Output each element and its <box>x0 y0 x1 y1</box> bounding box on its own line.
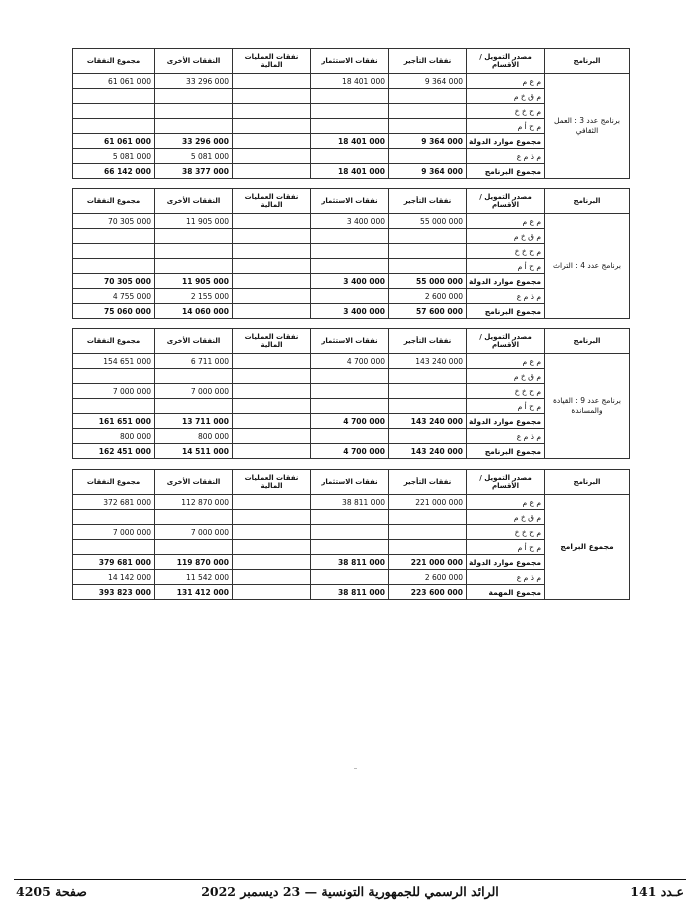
cell-other: 33 296 000 <box>155 74 233 89</box>
cell-other <box>155 540 233 555</box>
cell-investment: 4 700 000 <box>311 414 389 429</box>
cell-other: 14 060 000 <box>155 304 233 319</box>
cell-financial <box>233 399 311 414</box>
cell-source: م ح أ م <box>467 540 545 555</box>
cell-other <box>155 104 233 119</box>
column-header-total: مجموع النفقات <box>73 189 155 214</box>
cell-other <box>155 369 233 384</box>
table-row <box>73 214 630 229</box>
cell-total: 379 681 000 <box>73 555 155 570</box>
cell-total: 154 651 000 <box>73 354 155 369</box>
cell-salaries: 9 364 000 <box>389 134 467 149</box>
cell-investment <box>311 289 389 304</box>
table-header-row <box>73 189 630 214</box>
cell-investment <box>311 384 389 399</box>
table-row <box>73 74 630 89</box>
cell-salaries: 221 000 000 <box>389 495 467 510</box>
cell-source: م ق خ م <box>467 89 545 104</box>
cell-investment <box>311 244 389 259</box>
cell-investment: 38 811 000 <box>311 555 389 570</box>
program-name: برنامج عدد 9 : القيادة والمساندة <box>545 354 630 459</box>
cell-total <box>73 229 155 244</box>
column-header-source: مصدر التمويل / الأقسام <box>467 470 545 495</box>
cell-total <box>73 104 155 119</box>
column-header-program: البرنامج <box>545 470 630 495</box>
column-header-total: مجموع النفقات <box>73 329 155 354</box>
cell-total: 70 305 000 <box>73 274 155 289</box>
budget-table <box>72 48 630 179</box>
footer-page-number: صفحة 4205 <box>16 884 87 899</box>
column-header-source: مصدر التمويل / الأقسام <box>467 189 545 214</box>
program-name: برنامج عدد 4 : التراث <box>545 214 630 319</box>
cell-financial <box>233 510 311 525</box>
cell-salaries <box>389 229 467 244</box>
table-header-row <box>73 329 630 354</box>
cell-investment <box>311 259 389 274</box>
cell-total: 61 061 000 <box>73 134 155 149</box>
cell-investment <box>311 540 389 555</box>
cell-investment <box>311 429 389 444</box>
cell-total: 372 681 000 <box>73 495 155 510</box>
cell-financial <box>233 134 311 149</box>
cell-salaries: 57 600 000 <box>389 304 467 319</box>
cell-financial <box>233 89 311 104</box>
cell-other <box>155 244 233 259</box>
column-header-source: مصدر التمويل / الأقسام <box>467 329 545 354</box>
cell-financial <box>233 229 311 244</box>
footer-issue-number: عـدد 141 <box>630 884 684 899</box>
column-header-other: النفقات الأخرى <box>155 49 233 74</box>
cell-other: 38 377 000 <box>155 164 233 179</box>
cell-total <box>73 259 155 274</box>
cell-salaries <box>389 119 467 134</box>
cell-other: 131 412 000 <box>155 585 233 600</box>
cell-investment <box>311 510 389 525</box>
column-header-investment: نفقات الاستثمار <box>311 470 389 495</box>
cell-investment: 38 811 000 <box>311 495 389 510</box>
cell-total: 66 142 000 <box>73 164 155 179</box>
cell-investment <box>311 229 389 244</box>
cell-total: 75 060 000 <box>73 304 155 319</box>
program-name: برنامج عدد 3 : العمل الثقافي <box>545 74 630 179</box>
cell-financial <box>233 214 311 229</box>
cell-salaries <box>389 525 467 540</box>
table-row <box>73 495 630 510</box>
cell-financial <box>233 304 311 319</box>
cell-other: 112 870 000 <box>155 495 233 510</box>
cell-source: م ح أ م <box>467 119 545 134</box>
cell-financial <box>233 104 311 119</box>
column-header-salaries: نفقات التأجير <box>389 470 467 495</box>
cell-investment <box>311 369 389 384</box>
cell-source: م ع م <box>467 354 545 369</box>
cell-source: م ع م <box>467 495 545 510</box>
cell-source: م ح خ خ <box>467 384 545 399</box>
cell-other: 11 905 000 <box>155 274 233 289</box>
cell-total: 61 061 000 <box>73 74 155 89</box>
cell-financial <box>233 164 311 179</box>
cell-total <box>73 89 155 104</box>
cell-financial <box>233 119 311 134</box>
cell-source: م ح خ خ <box>467 525 545 540</box>
cell-salaries: 143 240 000 <box>389 444 467 459</box>
cell-source: م ح أ م <box>467 259 545 274</box>
cell-financial <box>233 570 311 585</box>
cell-source: م ق خ م <box>467 229 545 244</box>
cell-other <box>155 399 233 414</box>
cell-other <box>155 229 233 244</box>
cell-total <box>73 244 155 259</box>
column-header-program: البرنامج <box>545 329 630 354</box>
cell-investment: 18 401 000 <box>311 134 389 149</box>
cell-total: 162 451 000 <box>73 444 155 459</box>
cell-financial <box>233 289 311 304</box>
cell-salaries: 223 600 000 <box>389 585 467 600</box>
cell-source: مجموع البرنامج <box>467 164 545 179</box>
cell-source: م ذ م ع <box>467 570 545 585</box>
cell-other: 13 711 000 <box>155 414 233 429</box>
cell-financial <box>233 384 311 399</box>
cell-source: مجموع البرنامج <box>467 444 545 459</box>
cell-financial <box>233 414 311 429</box>
cell-source: م ح خ خ <box>467 104 545 119</box>
cell-financial <box>233 555 311 570</box>
column-header-total: مجموع النفقات <box>73 49 155 74</box>
cell-investment: 3 400 000 <box>311 274 389 289</box>
cell-source: م ذ م ع <box>467 289 545 304</box>
cell-investment: 3 400 000 <box>311 214 389 229</box>
program-name: مجموع البرامج <box>545 495 630 600</box>
cell-total: 393 823 000 <box>73 585 155 600</box>
column-header-other: النفقات الأخرى <box>155 470 233 495</box>
cell-source: م ع م <box>467 214 545 229</box>
cell-other: 6 711 000 <box>155 354 233 369</box>
cell-investment: 38 811 000 <box>311 585 389 600</box>
cell-salaries: 221 000 000 <box>389 555 467 570</box>
cell-salaries: 9 364 000 <box>389 74 467 89</box>
cell-other: 14 511 000 <box>155 444 233 459</box>
cell-financial <box>233 354 311 369</box>
cell-investment <box>311 525 389 540</box>
column-header-other: النفقات الأخرى <box>155 329 233 354</box>
cell-salaries <box>389 369 467 384</box>
cell-salaries: 55 000 000 <box>389 214 467 229</box>
cell-investment <box>311 570 389 585</box>
scan-speck <box>354 768 357 769</box>
cell-salaries: 2 600 000 <box>389 570 467 585</box>
cell-salaries <box>389 149 467 164</box>
column-header-financial: نفقات العمليات المالية <box>233 470 311 495</box>
cell-other: 7 000 000 <box>155 384 233 399</box>
cell-source: م ق خ م <box>467 510 545 525</box>
cell-other <box>155 119 233 134</box>
cell-investment: 4 700 000 <box>311 354 389 369</box>
cell-financial <box>233 444 311 459</box>
cell-total: 7 000 000 <box>73 525 155 540</box>
cell-salaries: 2 600 000 <box>389 289 467 304</box>
cell-source: مجموع موارد الدولة <box>467 414 545 429</box>
cell-total: 70 305 000 <box>73 214 155 229</box>
cell-financial <box>233 540 311 555</box>
table-header-row <box>73 470 630 495</box>
cell-salaries <box>389 89 467 104</box>
cell-total: 5 081 000 <box>73 149 155 164</box>
table-header-row <box>73 49 630 74</box>
cell-investment <box>311 149 389 164</box>
column-header-salaries: نفقات التأجير <box>389 189 467 214</box>
cell-other: 11 905 000 <box>155 214 233 229</box>
cell-total: 14 142 000 <box>73 570 155 585</box>
cell-investment <box>311 399 389 414</box>
table-row <box>73 354 630 369</box>
cell-financial <box>233 369 311 384</box>
cell-salaries <box>389 259 467 274</box>
cell-other: 119 870 000 <box>155 555 233 570</box>
cell-source: م ح أ م <box>467 399 545 414</box>
cell-source: م ع م <box>467 74 545 89</box>
cell-financial <box>233 74 311 89</box>
cell-other: 800 000 <box>155 429 233 444</box>
cell-investment <box>311 104 389 119</box>
cell-salaries <box>389 510 467 525</box>
cell-other: 7 000 000 <box>155 525 233 540</box>
cell-other <box>155 89 233 104</box>
cell-total <box>73 119 155 134</box>
cell-financial <box>233 585 311 600</box>
cell-source: مجموع موارد الدولة <box>467 555 545 570</box>
cell-financial <box>233 149 311 164</box>
column-header-investment: نفقات الاستثمار <box>311 329 389 354</box>
cell-total <box>73 369 155 384</box>
cell-financial <box>233 244 311 259</box>
cell-investment <box>311 119 389 134</box>
cell-financial <box>233 495 311 510</box>
cell-salaries: 9 364 000 <box>389 164 467 179</box>
cell-other: 2 155 000 <box>155 289 233 304</box>
cell-total: 161 651 000 <box>73 414 155 429</box>
cell-source: م ق خ م <box>467 369 545 384</box>
column-header-salaries: نفقات التأجير <box>389 49 467 74</box>
column-header-program: البرنامج <box>545 49 630 74</box>
column-header-total: مجموع النفقات <box>73 470 155 495</box>
cell-salaries <box>389 429 467 444</box>
cell-salaries <box>389 540 467 555</box>
cell-financial <box>233 525 311 540</box>
cell-total <box>73 399 155 414</box>
budget-table <box>72 188 630 319</box>
footer-rule <box>14 879 686 880</box>
column-header-financial: نفقات العمليات المالية <box>233 49 311 74</box>
cell-financial <box>233 429 311 444</box>
cell-total <box>73 510 155 525</box>
cell-total: 4 755 000 <box>73 289 155 304</box>
cell-other: 11 542 000 <box>155 570 233 585</box>
cell-investment: 18 401 000 <box>311 74 389 89</box>
cell-other: 33 296 000 <box>155 134 233 149</box>
footer-title: الرائد الرسمي للجمهورية التونسية — 23 ديسمبر 2022 <box>201 884 499 899</box>
cell-source: مجموع البرنامج <box>467 304 545 319</box>
column-header-program: البرنامج <box>545 189 630 214</box>
cell-salaries <box>389 399 467 414</box>
budget-table <box>72 328 630 459</box>
cell-source: م ذ م ع <box>467 429 545 444</box>
cell-investment <box>311 89 389 104</box>
cell-investment: 18 401 000 <box>311 164 389 179</box>
cell-financial <box>233 259 311 274</box>
cell-other <box>155 510 233 525</box>
cell-investment: 4 700 000 <box>311 444 389 459</box>
cell-salaries: 143 240 000 <box>389 354 467 369</box>
budget-table <box>72 469 630 600</box>
cell-investment: 3 400 000 <box>311 304 389 319</box>
cell-salaries <box>389 244 467 259</box>
column-header-investment: نفقات الاستثمار <box>311 49 389 74</box>
cell-salaries <box>389 104 467 119</box>
cell-source: مجموع موارد الدولة <box>467 134 545 149</box>
cell-salaries: 143 240 000 <box>389 414 467 429</box>
cell-salaries <box>389 384 467 399</box>
cell-source: م ح خ خ <box>467 244 545 259</box>
cell-source: مجموع المهمة <box>467 585 545 600</box>
cell-financial <box>233 274 311 289</box>
column-header-financial: نفقات العمليات المالية <box>233 329 311 354</box>
column-header-other: النفقات الأخرى <box>155 189 233 214</box>
column-header-salaries: نفقات التأجير <box>389 329 467 354</box>
cell-source: مجموع موارد الدولة <box>467 274 545 289</box>
cell-salaries: 55 000 000 <box>389 274 467 289</box>
column-header-investment: نفقات الاستثمار <box>311 189 389 214</box>
cell-source: م ذ م ع <box>467 149 545 164</box>
cell-total: 7 000 000 <box>73 384 155 399</box>
column-header-financial: نفقات العمليات المالية <box>233 189 311 214</box>
cell-total: 800 000 <box>73 429 155 444</box>
cell-other <box>155 259 233 274</box>
cell-other: 5 081 000 <box>155 149 233 164</box>
column-header-source: مصدر التمويل / الأقسام <box>467 49 545 74</box>
cell-total <box>73 540 155 555</box>
